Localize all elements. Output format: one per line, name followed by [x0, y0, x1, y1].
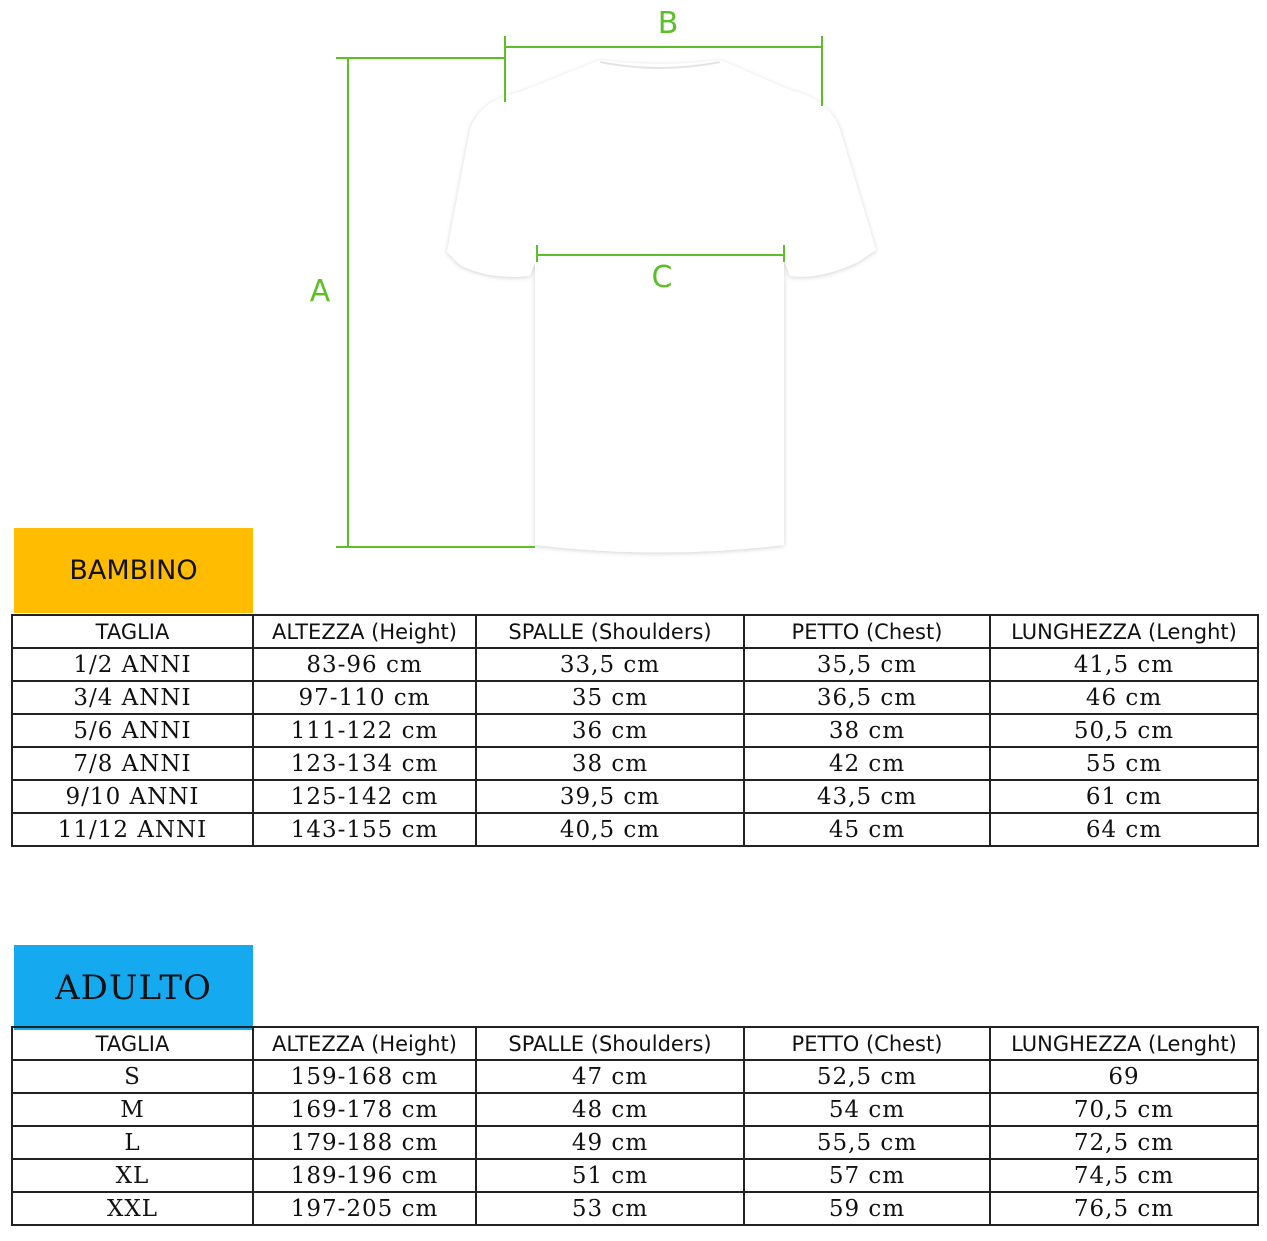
dimension-a-label: A	[309, 274, 331, 309]
size-table-adulto	[11, 1026, 1259, 1226]
cell-lunghezza: 74,5 cm	[990, 1159, 1258, 1192]
section-badge-adulto	[14, 945, 253, 1030]
header-spalle: SPALLE (Shoulders)	[476, 1027, 744, 1060]
cell-spalle: 36 cm	[476, 714, 744, 747]
header-petto: PETTO (Chest)	[744, 615, 990, 648]
table-row	[12, 1126, 1258, 1159]
cell-petto: 54 cm	[744, 1093, 990, 1126]
section-title-adulto: ADULTO	[55, 967, 212, 1008]
header-taglia: TAGLIA	[12, 1027, 253, 1060]
dimension-b-label: B	[657, 6, 679, 41]
section-title-bambino: BAMBINO	[69, 555, 198, 586]
cell-taglia: 7/8 ANNI	[12, 747, 253, 780]
table-row	[12, 1093, 1258, 1126]
cell-petto: 59 cm	[744, 1192, 990, 1225]
header-lunghezza: LUNGHEZZA (Lenght)	[990, 1027, 1258, 1060]
cell-altezza: 111-122 cm	[253, 714, 476, 747]
header-taglia: TAGLIA	[12, 615, 253, 648]
cell-spalle: 33,5 cm	[476, 648, 744, 681]
header-spalle: SPALLE (Shoulders)	[476, 615, 744, 648]
cell-lunghezza: 64 cm	[990, 813, 1258, 846]
cell-taglia: 9/10 ANNI	[12, 780, 253, 813]
tshirt-measurement-diagram	[0, 0, 1267, 560]
cell-spalle: 35 cm	[476, 681, 744, 714]
cell-petto: 55,5 cm	[744, 1126, 990, 1159]
section-badge-bambino	[14, 528, 253, 613]
cell-petto: 52,5 cm	[744, 1060, 990, 1093]
table-row	[12, 1159, 1258, 1192]
cell-taglia: L	[12, 1126, 253, 1159]
cell-altezza: 159-168 cm	[253, 1060, 476, 1093]
header-lunghezza: LUNGHEZZA (Lenght)	[990, 615, 1258, 648]
cell-spalle: 48 cm	[476, 1093, 744, 1126]
table-row	[12, 648, 1258, 681]
cell-lunghezza: 72,5 cm	[990, 1126, 1258, 1159]
cell-altezza: 123-134 cm	[253, 747, 476, 780]
cell-altezza: 179-188 cm	[253, 1126, 476, 1159]
cell-taglia: XL	[12, 1159, 253, 1192]
cell-taglia: S	[12, 1060, 253, 1093]
cell-spalle: 40,5 cm	[476, 813, 744, 846]
cell-petto: 45 cm	[744, 813, 990, 846]
cell-petto: 36,5 cm	[744, 681, 990, 714]
cell-petto: 35,5 cm	[744, 648, 990, 681]
cell-taglia: M	[12, 1093, 253, 1126]
cell-lunghezza: 46 cm	[990, 681, 1258, 714]
cell-petto: 43,5 cm	[744, 780, 990, 813]
cell-spalle: 53 cm	[476, 1192, 744, 1225]
cell-altezza: 143-155 cm	[253, 813, 476, 846]
cell-taglia: 1/2 ANNI	[12, 648, 253, 681]
cell-taglia: XXL	[12, 1192, 253, 1225]
cell-spalle: 38 cm	[476, 747, 744, 780]
cell-spalle: 49 cm	[476, 1126, 744, 1159]
table-row	[12, 1192, 1258, 1225]
cell-taglia: 11/12 ANNI	[12, 813, 253, 846]
cell-spalle: 39,5 cm	[476, 780, 744, 813]
cell-lunghezza: 61 cm	[990, 780, 1258, 813]
cell-taglia: 5/6 ANNI	[12, 714, 253, 747]
size-table-bambino	[11, 614, 1259, 847]
cell-lunghezza: 69	[990, 1060, 1258, 1093]
table-row	[12, 1060, 1258, 1093]
header-altezza: ALTEZZA (Height)	[253, 615, 476, 648]
cell-altezza: 97-110 cm	[253, 681, 476, 714]
header-altezza: ALTEZZA (Height)	[253, 1027, 476, 1060]
cell-taglia: 3/4 ANNI	[12, 681, 253, 714]
cell-altezza: 189-196 cm	[253, 1159, 476, 1192]
cell-petto: 57 cm	[744, 1159, 990, 1192]
table-row	[12, 813, 1258, 846]
table-row	[12, 714, 1258, 747]
cell-petto: 42 cm	[744, 747, 990, 780]
cell-lunghezza: 41,5 cm	[990, 648, 1258, 681]
header-petto: PETTO (Chest)	[744, 1027, 990, 1060]
cell-lunghezza: 76,5 cm	[990, 1192, 1258, 1225]
cell-altezza: 169-178 cm	[253, 1093, 476, 1126]
table-row	[12, 681, 1258, 714]
cell-lunghezza: 55 cm	[990, 747, 1258, 780]
cell-altezza: 83-96 cm	[253, 648, 476, 681]
cell-spalle: 47 cm	[476, 1060, 744, 1093]
table-header-row	[12, 615, 1258, 648]
cell-petto: 38 cm	[744, 714, 990, 747]
tshirt-illustration	[447, 60, 876, 553]
table-row	[12, 780, 1258, 813]
cell-spalle: 51 cm	[476, 1159, 744, 1192]
table-row	[12, 747, 1258, 780]
cell-altezza: 125-142 cm	[253, 780, 476, 813]
dimension-c-label: C	[651, 260, 673, 295]
table-header-row	[12, 1027, 1258, 1060]
cell-lunghezza: 50,5 cm	[990, 714, 1258, 747]
cell-lunghezza: 70,5 cm	[990, 1093, 1258, 1126]
cell-altezza: 197-205 cm	[253, 1192, 476, 1225]
